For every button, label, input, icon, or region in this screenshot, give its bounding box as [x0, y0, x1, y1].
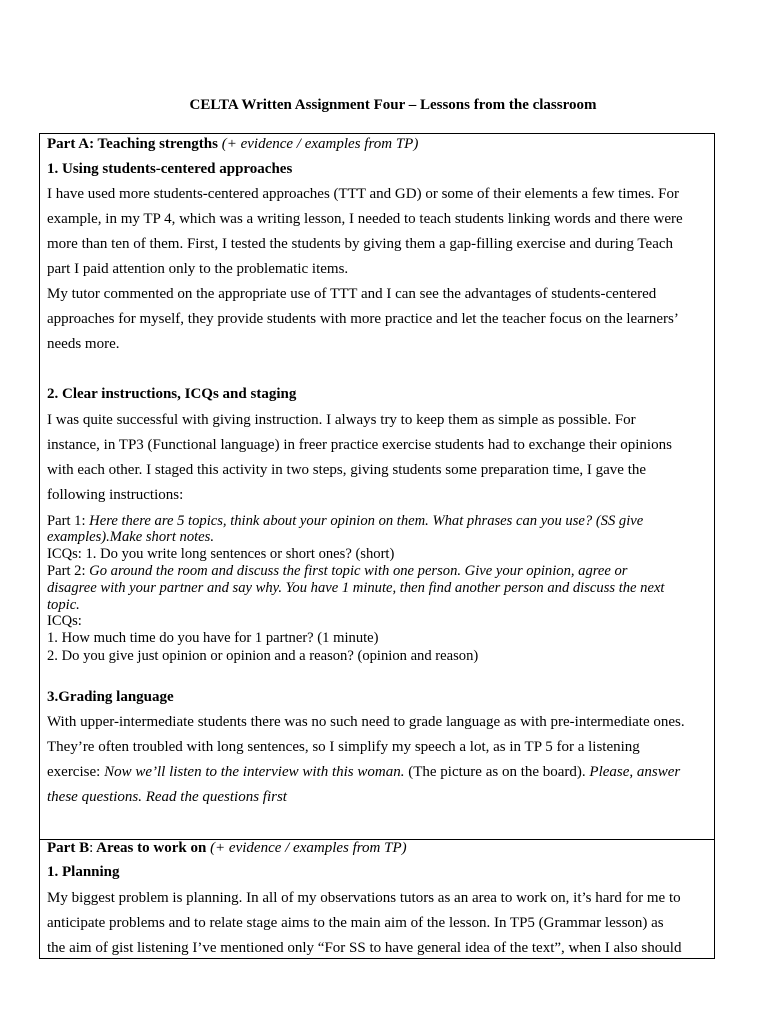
paragraph-line: part I paid attention only to the problematic items.	[47, 261, 349, 277]
paragraph-line: with each other. I staged this activity in two steps, giving students some preparation time, I gave the	[47, 462, 647, 478]
part-b-header: Part B: Areas to work on (+ evidence / examples from TP)	[47, 840, 407, 856]
paragraph-line: exercise: Now we’ll listen to the interview with this woman. (The picture as on the board). Please, answer	[47, 764, 681, 780]
part-a-box	[39, 133, 715, 840]
instruction-part-1-cont: examples).Make short notes.	[47, 529, 214, 545]
section-heading-grading: 3.Grading language	[47, 689, 174, 705]
instruction-part-1: Part 1: Here there are 5 topics, think about your opinion on them. What phrases can you use? (SS give	[47, 513, 644, 529]
part-b-box	[39, 840, 715, 959]
paragraph-line: My tutor commented on the appropriate use of TTT and I can see the advantages of students-centered	[47, 286, 657, 302]
paragraph-line: My biggest problem is planning. In all of my observations tutors as an area to work on, it’s hard for me to	[47, 890, 681, 906]
section-heading-students-centered: 1. Using students-centered approaches	[47, 161, 293, 177]
paragraph-line: example, in my TP 4, which was a writing lesson, I needed to teach students linking words and there were	[47, 211, 683, 227]
paragraph-line: these questions. Read the questions first	[47, 789, 287, 805]
paragraph-line: anticipate problems and to relate stage aims to the main aim of the lesson. In TP5 (Grammar lesson) as	[47, 915, 664, 931]
paragraph-line: more than ten of them. First, I tested the students by giving them a gap-filling exercise and during Teach	[47, 236, 674, 252]
section-heading-instructions: 2. Clear instructions, ICQs and staging	[47, 386, 297, 402]
paragraph-line: following instructions:	[47, 487, 184, 503]
instruction-part-2: Part 2: Go around the room and discuss the first topic with one person. Give your opinion, agree or	[47, 563, 628, 579]
icq-line: ICQs: 1. Do you write long sentences or short ones? (short)	[47, 546, 395, 562]
instruction-part-2-cont: topic.	[47, 597, 80, 613]
paragraph-line: With upper-intermediate students there was no such need to grade language as with pre-intermediate ones.	[47, 714, 685, 730]
icq-line: 1. How much time do you have for 1 partner? (1 minute)	[47, 630, 379, 646]
section-heading-planning: 1. Planning	[47, 864, 120, 880]
paragraph-line: I was quite successful with giving instruction. I always try to keep them as simple as possible. For	[47, 412, 636, 428]
paragraph-line: instance, in TP3 (Functional language) in freer practice exercise students had to exchange their opinions	[47, 437, 672, 453]
paragraph-line: I have used more students-centered approaches (TTT and GD) or some of their elements a few times. For	[47, 186, 680, 202]
paragraph-line: They’re often troubled with long sentences, so I simplify my speech a lot, as in TP 5 for a listening	[47, 739, 640, 755]
icq-label: ICQs:	[47, 613, 82, 629]
paragraph-line: the aim of gist listening I’ve mentioned only “For SS to have general idea of the text”, when I also should	[47, 940, 682, 956]
paragraph-line: approaches for myself, they provide students with more practice and let the teacher focus on the learners’	[47, 311, 679, 327]
part-a-header: Part A: Teaching strengths (+ evidence / examples from TP)	[47, 136, 419, 152]
document-title: CELTA Written Assignment Four – Lessons from the classroom	[189, 97, 597, 113]
icq-line: 2. Do you give just opinion or opinion and a reason? (opinion and reason)	[47, 648, 479, 664]
instruction-part-2-cont: disagree with your partner and say why. You have 1 minute, then find another person and discuss the next	[47, 580, 665, 596]
paragraph-line: needs more.	[47, 336, 120, 352]
